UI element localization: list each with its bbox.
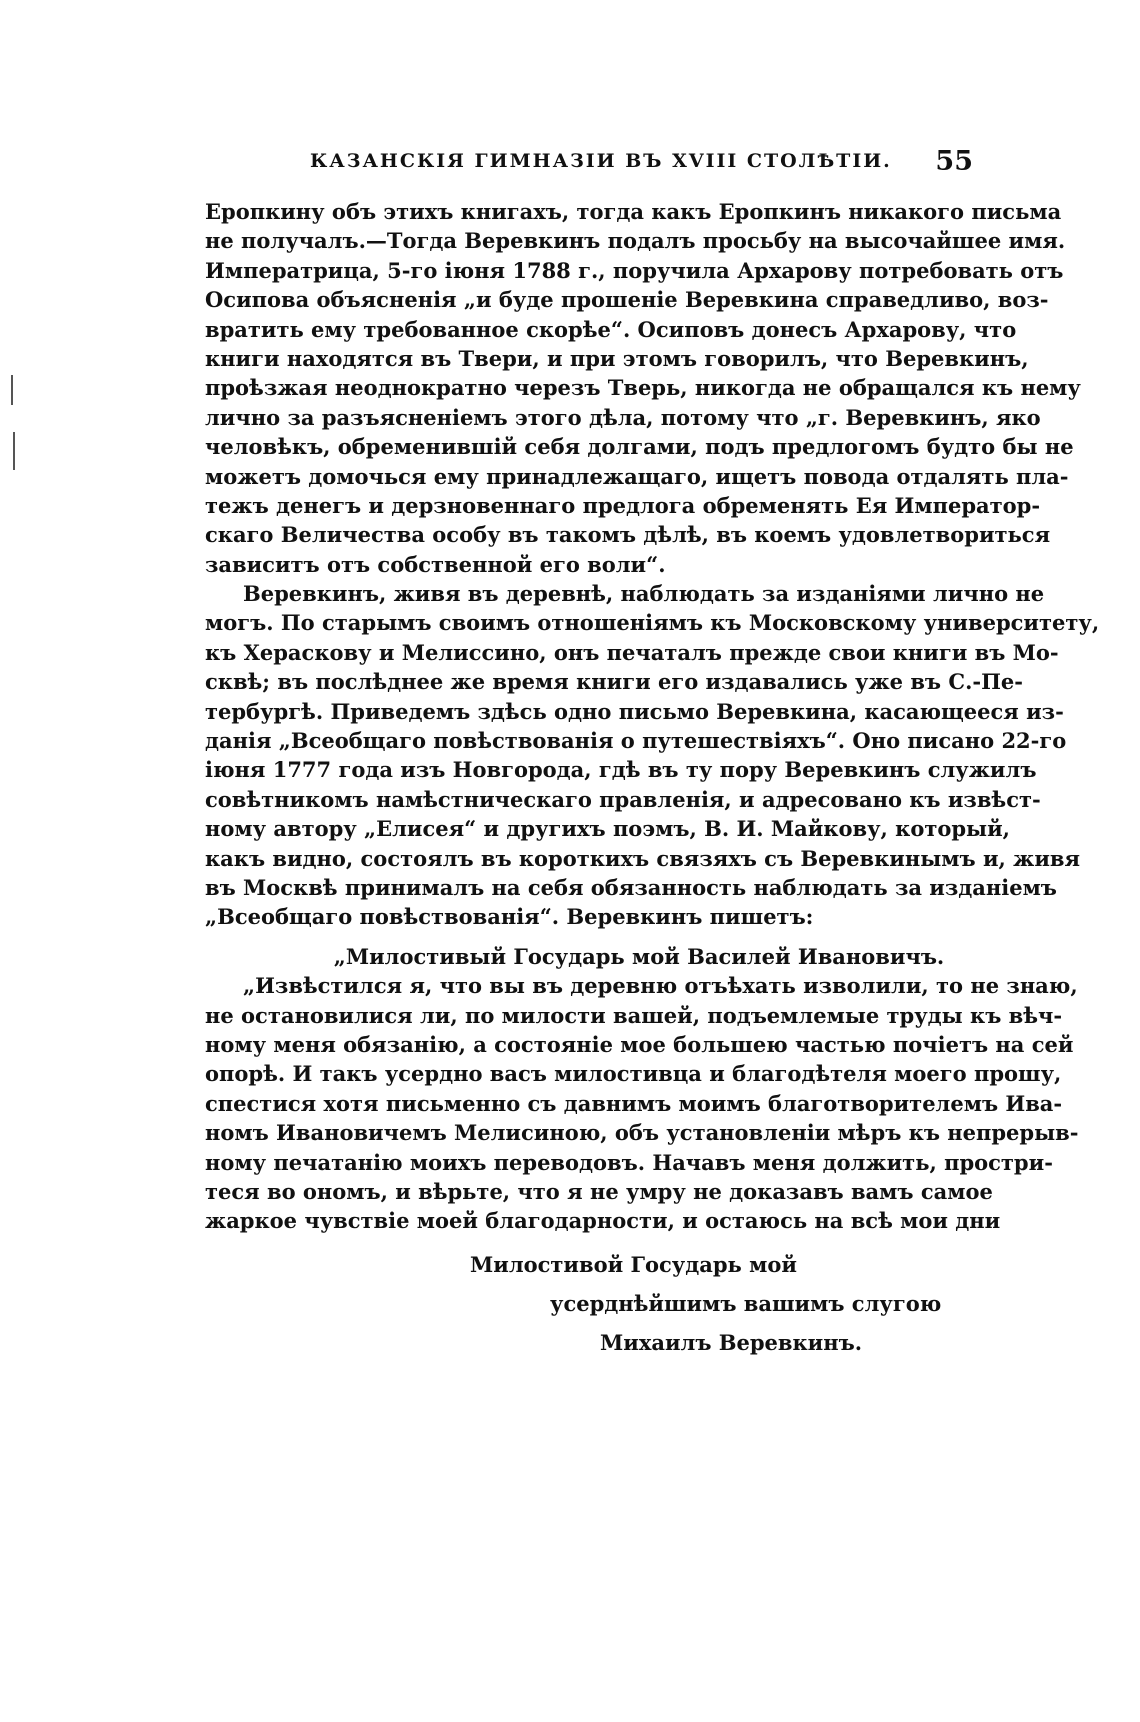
- running-title: КАЗАНСКІЯ ГИМНАЗІИ ВЪ XVIII СТОЛѢТІИ.: [310, 150, 892, 172]
- letter-closing: Милостивой Государь мой: [470, 1251, 797, 1277]
- spacer: [205, 1236, 973, 1250]
- text-line: спестися хотя письменно съ давнимъ моимъ благотворителемъ Ива-: [205, 1090, 1063, 1116]
- text-line: какъ видно, состоялъ въ короткихъ связяхъ съ Веревкинымъ и, живя: [205, 845, 1081, 871]
- spacer: [205, 932, 973, 942]
- text-line: не получалъ.—Тогда Веревкинъ подалъ просьбу на высочайшее имя.: [205, 228, 1066, 254]
- text-line: „Всеобщаго повѣствованія“. Веревкинъ пишетъ:: [205, 904, 814, 930]
- text-line: іюня 1777 года изъ Новгорода, гдѣ въ ту пору Веревкинъ служилъ: [205, 757, 1037, 783]
- spacer: [205, 1279, 973, 1289]
- paragraph-1: [205, 197, 1081, 579]
- letter-closing-2: усерднѣйшимъ вашимъ слугою: [550, 1291, 942, 1317]
- text-line: тежъ денегъ и дерзновеннаго предлога обременять Ея Император-: [205, 492, 1041, 518]
- margin-mark: [11, 375, 13, 405]
- text-line: не остановилися ли, по милости вашей, подъемлемые труды къ вѣч-: [205, 1002, 1063, 1028]
- text-line: въ Москвѣ принималъ на себя обязанность наблюдать за изданіемъ: [205, 874, 1057, 900]
- text-line: могъ. По старымъ своимъ отношеніямъ къ Московскому университету,: [205, 610, 1100, 636]
- text-line: человѣкъ, обременившій себя долгами, подъ предлогомъ будто бы не: [205, 434, 1074, 460]
- text-line: „Извѣстился я, что вы въ деревню отъѣхать изволили, то не знаю,: [243, 973, 1078, 999]
- margin-mark: [13, 432, 15, 470]
- text-line: лично за разъясненіемъ этого дѣла, потому что „г. Веревкинъ, яко: [205, 404, 1041, 430]
- text-line: ному меня обязанію, а состояніе мое большею частью почіетъ на сей: [205, 1031, 1074, 1057]
- text-line: къ Хераскову и Мелиссино, онъ печаталъ прежде свои книги въ Мо-: [205, 639, 1059, 665]
- text-line: Осипова объясненія „и буде прошеніе Веревкина справедливо, воз-: [205, 287, 1049, 313]
- text-line: можетъ домочься ему принадлежащаго, ищетъ повода отдалять пла-: [205, 463, 1069, 489]
- quoted-letter: [205, 942, 1079, 1358]
- text-line: Императрица, 5-го іюня 1788 г., поручила Архарову потребовать отъ: [205, 257, 1064, 283]
- paragraph-2: [205, 579, 1100, 932]
- text-line: опорѣ. И такъ усердно васъ милостивца и благодѣтеля моего прошу,: [205, 1061, 1062, 1087]
- letter-salutation: „Милостивый Государь мой Василей Ивановичъ.: [333, 943, 945, 969]
- text-line: скаго Величества особу въ такомъ дѣлѣ, въ коемъ удовлетвориться: [205, 522, 1051, 548]
- text-line: совѣтникомъ намѣстническаго правленія, и адресовано къ извѣст-: [205, 786, 1041, 812]
- page-header: [205, 146, 973, 186]
- text-line: вратить ему требованное скорѣе“. Осиповъ донесъ Архарову, что: [205, 316, 1017, 342]
- body-text: [205, 197, 1100, 1358]
- page-number: 55: [935, 146, 973, 177]
- text-line: книги находятся въ Твери, и при этомъ говорилъ, что Веревкинъ,: [205, 345, 1029, 371]
- spacer: [205, 1318, 973, 1328]
- text-line: Веревкинъ, живя въ деревнѣ, наблюдать за изданіями лично не: [243, 581, 1045, 607]
- text-line: Еропкину объ этихъ книгахъ, тогда какъ Еропкинъ никакого письма: [205, 199, 1062, 224]
- text-line: проѣзжая неоднократно черезъ Тверь, никогда не обращался къ нему: [205, 375, 1081, 401]
- text-line: ному печатанію моихъ переводовъ. Начавъ меня должить, простри-: [205, 1149, 1053, 1175]
- text-line: сквѣ; въ послѣднее же время книги его издавались уже въ С.-Пе-: [205, 669, 1024, 695]
- text-line: зависитъ отъ собственной его воли“.: [205, 551, 666, 577]
- letter-signature: Михаилъ Веревкинъ.: [600, 1330, 863, 1356]
- text-line: данія „Всеобщаго повѣствованія о путешествіяхъ“. Оно писано 22-го: [205, 728, 1067, 754]
- text-line: номъ Ивановичемъ Мелисиною, объ установленіи мѣръ къ непрерыв-: [205, 1120, 1079, 1146]
- text-line: тербургѣ. Приведемъ здѣсь одно письмо Веревкина, касающееся из-: [205, 698, 1064, 724]
- text-line: жаркое чувствіе моей благодарности, и остаюсь на всѣ мои дни: [205, 1208, 1001, 1234]
- text-line: теся во ономъ, и вѣрьте, что я не умру не доказавъ вамъ самое: [205, 1178, 993, 1204]
- text-line: ному автору „Елисея“ и другихъ поэмъ, В. И. Майкову, который,: [205, 816, 1010, 842]
